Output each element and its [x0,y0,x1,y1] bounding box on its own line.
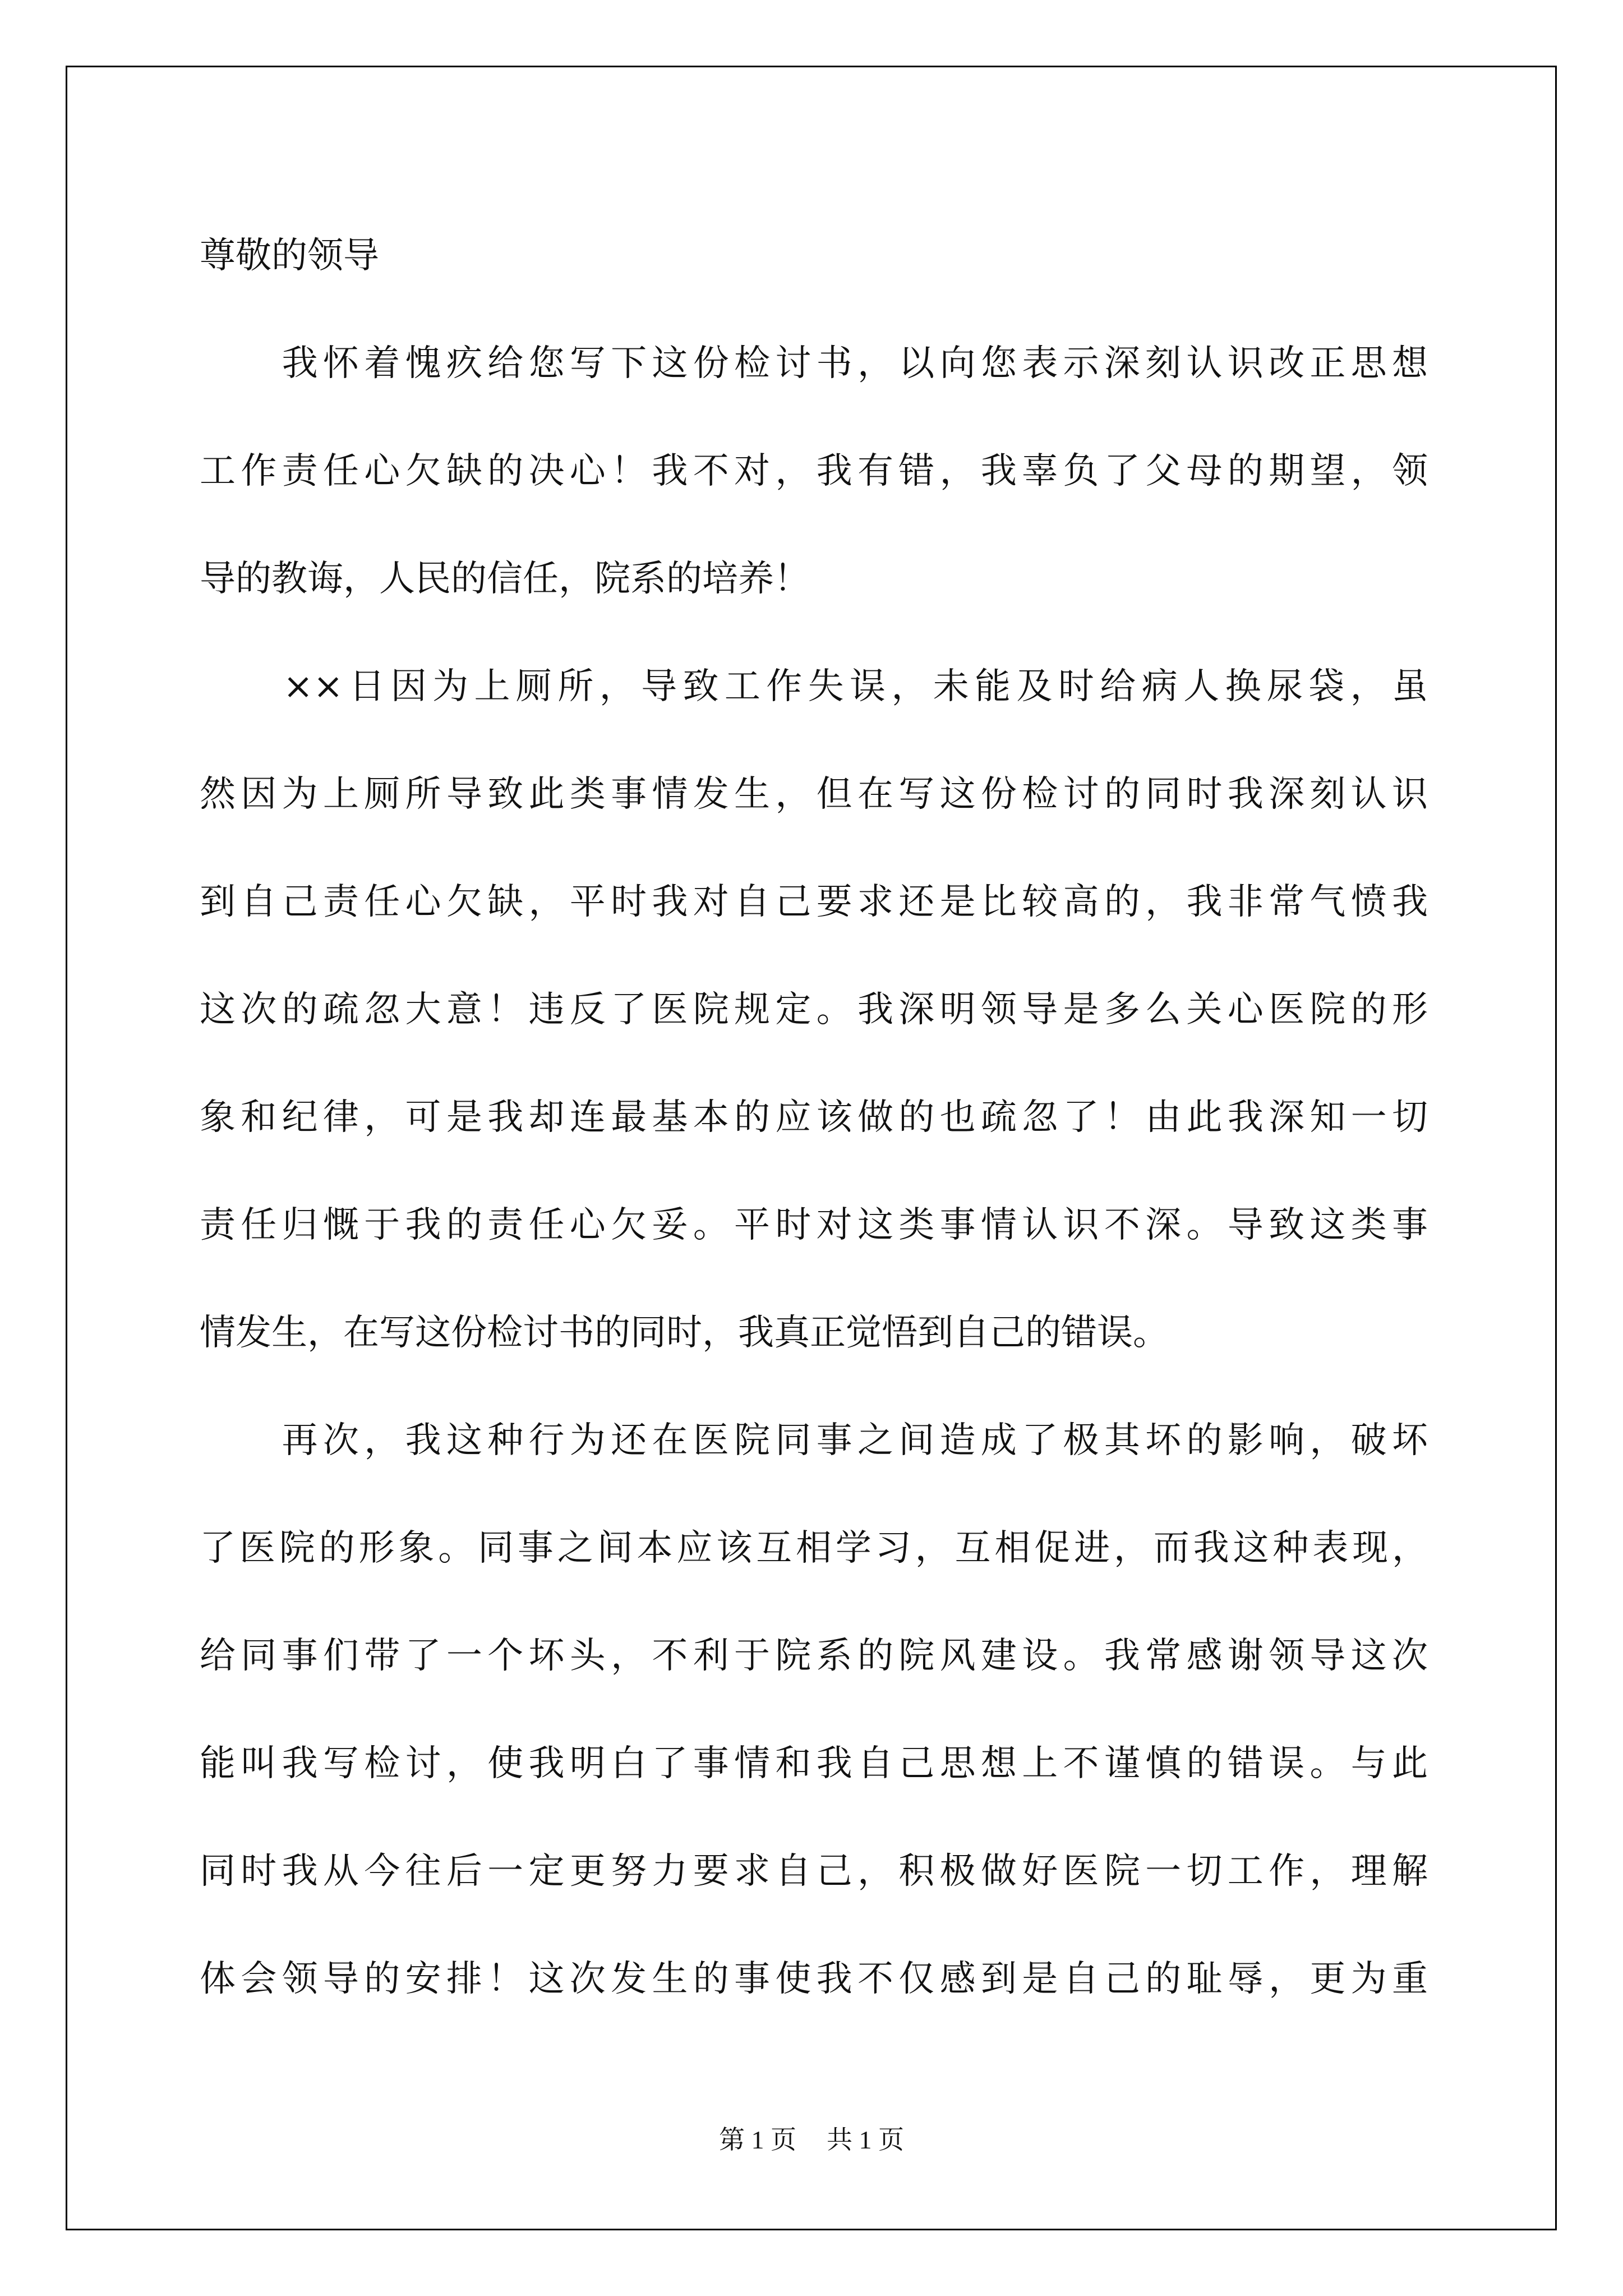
page-number: 第 1 页 [719,2125,796,2154]
text-line: 情发生，在写这份检讨书的同时，我真正觉悟到自己的错误。 [200,1312,1169,1354]
document-body [200,202,1428,2033]
page-footer [0,2119,1623,2156]
text-line: 导的教诲，人民的信任，院系的培养！ [200,558,810,600]
text-line: 我怀着愧疚给您写下这份检讨书，以向您表示深刻认识改正思想 [200,343,1428,384]
text-line: ××日因为上厕所，导致工作失误，未能及时给病人换尿袋，虽 [200,666,1428,707]
text-line: 象和纪律，可是我却连最基本的应该做的也疏忽了！由此我深知一切 [200,1097,1428,1138]
salutation: 尊敬的领导 [200,235,379,277]
paragraph-3 [200,1387,1428,2033]
paragraph-1 [200,310,1428,633]
text-line: 到自己责任心欠缺，平时我对自己要求还是比较高的，我非常气愤我 [200,881,1428,923]
paragraph-2 [200,633,1428,1387]
page-count: 共 1 页 [827,2125,904,2154]
text-line: 这次的疏忽大意！违反了医院规定。我深明领导是多么关心医院的形 [200,989,1428,1030]
text-line: 然因为上厕所导致此类事情发生，但在写这份检讨的同时我深刻认识 [200,774,1428,815]
text-line: 再次，我这种行为还在医院同事之间造成了极其坏的影响，破坏 [200,1420,1428,1461]
text-line: 能叫我写检讨，使我明白了事情和我自己思想上不谨慎的错误。与此 [200,1743,1428,1784]
text-line: 工作责任心欠缺的决心！我不对，我有错，我辜负了父母的期望，领 [200,450,1428,492]
text-line: 体会领导的安排！这次发生的事使我不仅感到是自己的耻辱，更为重 [200,1958,1428,2000]
text-line: 了医院的形象。同事之间本应该互相学习，互相促进，而我这种表现， [200,1527,1428,1569]
text-line: 责任归慨于我的责任心欠妥。平时对这类事情认识不深。导致这类事 [200,1204,1428,1246]
text-line: 同时我从今往后一定更努力要求自己，积极做好医院一切工作，理解 [200,1851,1428,1892]
text-line: 给同事们带了一个坏头，不利于院系的院风建设。我常感谢领导这次 [200,1635,1428,1677]
